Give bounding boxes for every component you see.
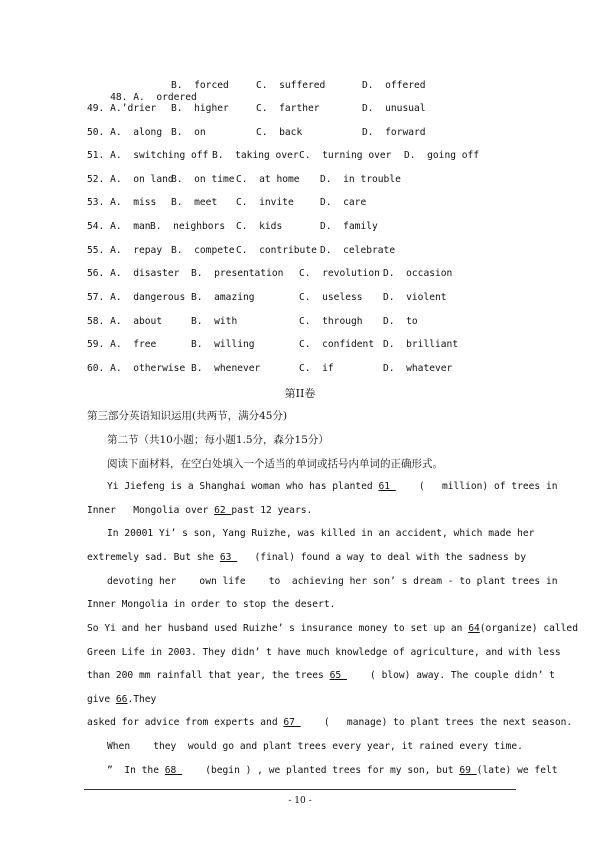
mc-row xyxy=(87,339,156,351)
opt-c: revolution xyxy=(322,268,380,279)
opt-c-cell xyxy=(236,197,294,209)
opt-d-cell xyxy=(320,197,366,209)
opt-letter: C. xyxy=(299,339,311,350)
text: So Yi and her husband used Ruizhe’ s insurance money to set up an xyxy=(87,623,469,634)
opt-letter: C. xyxy=(299,363,311,374)
page-number: - 10 - xyxy=(288,796,312,806)
opt-b-cell xyxy=(171,197,217,209)
opt-c: suffered xyxy=(279,80,326,91)
q-num: 57. xyxy=(87,292,105,303)
text: (begin ) , we planted trees for my son, but xyxy=(182,765,460,776)
text: Yi Jiefeng is a Shanghai woman who has planted xyxy=(107,481,379,492)
opt-c: turning over xyxy=(322,150,392,161)
opt-d-cell xyxy=(383,268,452,280)
q-num: 60. xyxy=(87,363,105,374)
text: extremely sad. But she xyxy=(87,552,220,563)
opt-letter: A. xyxy=(110,292,122,303)
mc-row xyxy=(87,316,162,328)
opt-b-cell xyxy=(191,339,255,351)
opt-letter: C. xyxy=(256,80,268,91)
q-num: 53. xyxy=(87,197,105,208)
opt-d: in trouble xyxy=(343,174,401,185)
opt-b-cell xyxy=(171,174,235,186)
opt-b-cell xyxy=(171,80,229,92)
mc-row xyxy=(87,363,185,375)
mc-row xyxy=(87,245,162,257)
opt-b-cell xyxy=(171,245,235,257)
passage-line xyxy=(87,552,526,564)
text: Inner Mongolia over xyxy=(87,505,215,516)
opt-letter: A. xyxy=(110,174,122,185)
blank-64: 64 xyxy=(468,623,480,634)
opt-letter: C. xyxy=(236,245,248,256)
opt-letter: A. xyxy=(110,268,122,279)
opt-b: compete xyxy=(194,245,235,256)
opt-letter: D. xyxy=(362,127,374,138)
text: ( million) of trees in xyxy=(395,481,558,492)
opt-letter: C. xyxy=(236,197,248,208)
passage-line xyxy=(87,505,312,517)
opt-c-cell xyxy=(236,245,317,257)
opt-letter: C. xyxy=(299,316,311,327)
opt-letter: B. xyxy=(171,80,183,91)
opt-letter: D. xyxy=(362,103,374,114)
footer-rule xyxy=(84,789,516,790)
blank-63: 63 xyxy=(219,552,238,563)
opt-letter: B. xyxy=(191,292,203,303)
opt-b: on time xyxy=(194,174,235,185)
opt-b-cell xyxy=(171,103,229,115)
opt-letter: D. xyxy=(383,268,395,279)
opt-letter: D. xyxy=(404,150,416,161)
opt-d-cell xyxy=(362,103,426,115)
opt-c: useless xyxy=(322,292,363,303)
volume-title: 第II卷 xyxy=(284,387,316,400)
opt-letter: B. xyxy=(171,197,183,208)
opt-letter: B. xyxy=(171,103,183,114)
opt-letter: D. xyxy=(320,245,332,256)
opt-c-cell xyxy=(299,150,391,162)
opt-a: repay xyxy=(133,245,163,256)
mc-row xyxy=(87,127,162,139)
opt-d: to xyxy=(406,316,418,327)
q-num: 58. xyxy=(87,316,105,327)
mc-row xyxy=(87,150,208,162)
opt-a: along xyxy=(133,127,163,138)
blank-67: 67 xyxy=(283,717,301,728)
opt-letter: D. xyxy=(320,174,332,185)
passage-line xyxy=(87,717,572,729)
opt-b: whenever xyxy=(214,363,261,374)
part-title: 第三部分英语知识运用(共两节，满分45分) xyxy=(87,410,288,422)
opt-c-cell xyxy=(236,221,282,233)
opt-b-cell xyxy=(191,363,260,375)
opt-letter: C. xyxy=(256,103,268,114)
opt-c: through xyxy=(322,316,363,327)
opt-letter: B. xyxy=(171,174,183,185)
q-num: 48. xyxy=(110,92,128,103)
opt-c: if xyxy=(322,363,334,374)
opt-c: farther xyxy=(279,103,320,114)
passage-line xyxy=(87,623,578,635)
opt-a: man xyxy=(133,221,151,232)
text: .They xyxy=(127,694,157,705)
opt-c-cell xyxy=(299,316,363,328)
mc-row xyxy=(87,174,174,186)
opt-letter: A. xyxy=(110,127,122,138)
q-num: 52. xyxy=(87,174,105,185)
passage-line: Green Life in 2003. They didn’ t have much knowledge of agriculture, and with less xyxy=(87,647,561,658)
opt-letter: D. xyxy=(383,339,395,350)
q-num: 59. xyxy=(87,339,105,350)
opt-c-cell xyxy=(256,127,302,139)
opt-d: violent xyxy=(406,292,447,303)
passage-line: In 20001 Yi’ s son, Yang Ruizhe, was killed in an accident, which made her xyxy=(107,528,535,539)
mc-row xyxy=(87,197,156,209)
opt-d-cell xyxy=(383,363,452,375)
opt-d: celebrate xyxy=(343,245,396,256)
opt-c-cell xyxy=(256,80,325,92)
opt-d-cell xyxy=(320,245,395,257)
opt-b-cell xyxy=(191,268,283,280)
opt-d: forward xyxy=(385,127,426,138)
opt-a: otherwise xyxy=(133,363,186,374)
opt-d: care xyxy=(343,197,367,208)
text: (late) we felt xyxy=(476,765,558,776)
opt-a: on land xyxy=(133,174,174,185)
opt-b: neighbors xyxy=(173,221,226,232)
opt-letter: B. xyxy=(150,221,162,232)
opt-d: going off xyxy=(427,150,480,161)
opt-d-cell xyxy=(320,221,378,233)
opt-b: higher xyxy=(194,103,229,114)
blank-69: 69 xyxy=(459,765,477,776)
opt-b-cell xyxy=(191,292,255,304)
opt-b: on xyxy=(194,127,206,138)
passage-line xyxy=(87,694,156,706)
opt-letter: A. xyxy=(110,221,122,232)
text: give xyxy=(87,694,116,705)
opt-letter: C. xyxy=(236,174,248,185)
opt-c: kids xyxy=(259,221,283,232)
opt-b: with xyxy=(214,316,238,327)
passage-line: When they would go and plant trees every year, it rained every time. xyxy=(107,741,523,752)
opt-letter: D. xyxy=(362,80,374,91)
opt-d: offered xyxy=(385,80,426,91)
opt-d-cell xyxy=(362,80,426,92)
opt-letter: C. xyxy=(256,127,268,138)
opt-c: contribute xyxy=(259,245,317,256)
opt-c: confident xyxy=(322,339,375,350)
opt-letter: D. xyxy=(320,221,332,232)
opt-letter: C. xyxy=(299,150,311,161)
passage-line xyxy=(107,481,558,493)
opt-d: occasion xyxy=(406,268,453,279)
opt-letter: A. xyxy=(110,363,122,374)
blank-65: 65 xyxy=(329,670,347,681)
opt-a: dangerous xyxy=(133,292,186,303)
opt-c-cell xyxy=(256,103,320,115)
opt-letter: A. xyxy=(110,150,122,161)
opt-b: willing xyxy=(214,339,255,350)
text: (organize) called xyxy=(479,623,578,634)
passage-line xyxy=(107,765,558,777)
mc-row: 49. A.’drier xyxy=(87,103,157,114)
opt-letter: C. xyxy=(299,292,311,303)
opt-d-cell xyxy=(404,150,479,162)
opt-d: brilliant xyxy=(406,339,459,350)
text: ( manage) to plant trees the next season. xyxy=(300,717,573,728)
blank-66: 66 xyxy=(115,694,128,705)
opt-b-cell xyxy=(191,316,237,328)
mc-row xyxy=(87,268,179,280)
opt-c-cell xyxy=(299,292,363,304)
opt-letter: B. xyxy=(191,339,203,350)
opt-d-cell xyxy=(383,339,458,351)
opt-letter: D. xyxy=(383,316,395,327)
opt-a: disaster xyxy=(133,268,180,279)
opt-letter: B. xyxy=(171,245,183,256)
opt-letter: B. xyxy=(191,316,203,327)
opt-b: meet xyxy=(194,197,218,208)
opt-c-cell xyxy=(236,174,300,186)
opt-letter: B. xyxy=(171,127,183,138)
opt-c-cell xyxy=(299,268,380,280)
q-num: 55. xyxy=(87,245,105,256)
opt-letter: A. xyxy=(110,339,122,350)
opt-a: miss xyxy=(133,197,157,208)
opt-b-cell xyxy=(150,221,225,233)
text: past 12 years. xyxy=(231,505,313,516)
blank-68: 68 xyxy=(164,765,183,776)
opt-letter: C. xyxy=(299,268,311,279)
opt-b: forced xyxy=(194,80,229,91)
opt-letter: A.’ xyxy=(110,103,128,114)
opt-letter: B. xyxy=(191,268,203,279)
text: (final) found a way to deal with the sadness by xyxy=(237,552,526,563)
opt-a: switching off xyxy=(133,150,209,161)
blank-61: 61 xyxy=(378,481,396,492)
opt-letter: A. xyxy=(110,197,122,208)
text: than 200 mm rainfall that year, the trees xyxy=(87,670,330,681)
opt-c: invite xyxy=(259,197,294,208)
q-num: 51. xyxy=(87,150,105,161)
opt-letter: A. xyxy=(110,245,122,256)
mc-row xyxy=(87,221,151,233)
text: ” In the xyxy=(107,765,165,776)
opt-b-cell xyxy=(171,127,206,139)
opt-d-cell xyxy=(383,292,447,304)
q-num: 49. xyxy=(87,103,105,114)
mc-row xyxy=(87,292,185,304)
q-num: 54. xyxy=(87,221,105,232)
opt-b: presentation xyxy=(214,268,284,279)
opt-letter: A. xyxy=(110,316,122,327)
opt-letter: C. xyxy=(236,221,248,232)
opt-d: whatever xyxy=(406,363,453,374)
opt-letter: B. xyxy=(212,150,224,161)
q-num: 50. xyxy=(87,127,105,138)
blank-62: 62 xyxy=(214,505,232,516)
opt-b: amazing xyxy=(214,292,255,303)
opt-c: at home xyxy=(259,174,300,185)
opt-d-cell xyxy=(362,127,426,139)
q-num: 56. xyxy=(87,268,105,279)
opt-d-cell xyxy=(383,316,418,328)
opt-a: free xyxy=(133,339,157,350)
opt-letter: A. xyxy=(133,92,145,103)
opt-a: ordered xyxy=(156,92,197,103)
opt-b-cell xyxy=(212,150,299,162)
passage-line xyxy=(87,670,555,682)
opt-letter: B. xyxy=(191,363,203,374)
opt-c: back xyxy=(279,127,303,138)
opt-letter: D. xyxy=(320,197,332,208)
text: ( blow) away. The couple didn’ t xyxy=(346,670,555,681)
opt-d-cell xyxy=(320,174,401,186)
opt-d: family xyxy=(343,221,378,232)
opt-letter: D. xyxy=(383,363,395,374)
opt-a: about xyxy=(133,316,163,327)
opt-c-cell xyxy=(299,363,334,375)
passage-line: devoting her own life to achieving her son’ s dream - to plant trees in xyxy=(107,576,558,587)
instruction: 阅读下面材料，在空白处填入一个适当的单词或括号内单词的正确形式。 xyxy=(107,458,443,470)
opt-c-cell xyxy=(299,339,374,351)
section-title: 第二节（共10小题；每小题1.5分，森分15分） xyxy=(107,434,329,446)
text: asked for advice from experts and xyxy=(87,717,284,728)
passage-line: Inner Mongolia in order to stop the desert. xyxy=(87,599,336,610)
opt-d: unusual xyxy=(385,103,426,114)
opt-b: taking over xyxy=(235,150,299,161)
opt-letter: D. xyxy=(383,292,395,303)
